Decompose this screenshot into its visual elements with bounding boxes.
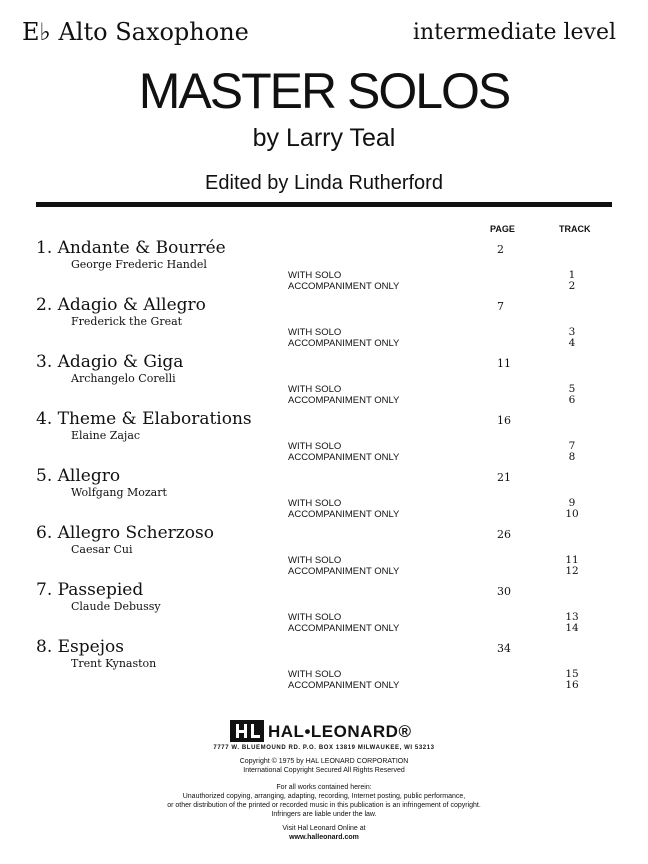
difficulty-level: intermediate level (412, 20, 616, 45)
track-accompaniment: 8 (568, 451, 576, 463)
entry-composer: Claude Debussy (71, 600, 161, 613)
entry-title: 2. Adagio & Allegro (36, 295, 206, 315)
track-with-solo: 11 (565, 554, 579, 566)
entry-composer: Archangelo Corelli (71, 372, 176, 385)
track-with-solo: 15 (565, 668, 579, 680)
entry-composer: Wolfgang Mozart (71, 486, 167, 499)
track-with-solo: 5 (568, 383, 576, 395)
track-accompaniment: 16 (565, 679, 579, 691)
accompaniment-label: ACCOMPANIMENT ONLY (288, 338, 400, 349)
with-solo-label: WITH SOLO (288, 441, 342, 452)
website-url: www.halleonard.com (289, 834, 359, 841)
entry-title: 1. Andante & Bourrée (36, 238, 226, 258)
entry-composer: Caesar Cui (71, 543, 133, 556)
entry-composer: Trent Kynaston (71, 657, 157, 670)
entry-page: 16 (497, 414, 511, 427)
entry-page: 30 (497, 585, 511, 598)
track-with-solo: 1 (568, 269, 576, 281)
title-divider (36, 202, 612, 207)
entry-page: 34 (497, 642, 511, 655)
entry-title: 4. Theme & Elaborations (36, 409, 252, 429)
entry-composer: Frederick the Great (71, 315, 183, 328)
entry-composer: Elaine Zajac (71, 429, 141, 442)
publisher-address: 7777 W. BLUEMOUND RD. P.O. BOX 13819 MILWAUKEE, WI 53213 (213, 745, 435, 751)
entry-page: 11 (497, 357, 511, 370)
accompaniment-label: ACCOMPANIMENT ONLY (288, 623, 400, 634)
track-with-solo: 7 (568, 440, 576, 452)
accompaniment-label: ACCOMPANIMENT ONLY (288, 680, 400, 691)
track-with-solo: 9 (568, 497, 576, 509)
track-accompaniment: 2 (568, 280, 576, 292)
accompaniment-label: ACCOMPANIMENT ONLY (288, 281, 400, 292)
with-solo-label: WITH SOLO (288, 669, 342, 680)
entry-page: 26 (497, 528, 511, 541)
notice-line-3: Infringers are liable under the law. (271, 811, 377, 818)
notice-intro: For all works contained herein: (276, 784, 372, 791)
entry-composer: George Frederic Handel (71, 258, 207, 271)
entry-title: 3. Adagio & Giga (36, 352, 184, 372)
book-title: MASTER SOLOS (138, 63, 510, 119)
track-with-solo: 13 (565, 611, 579, 623)
with-solo-label: WITH SOLO (288, 270, 342, 281)
accompaniment-label: ACCOMPANIMENT ONLY (288, 395, 400, 406)
with-solo-label: WITH SOLO (288, 384, 342, 395)
copyright-line: Copyright © 1975 by HAL LEONARD CORPORATION (239, 758, 409, 765)
with-solo-label: WITH SOLO (288, 327, 342, 338)
track-column-header: TRACK (559, 224, 591, 234)
rights-line: International Copyright Secured All Rights Reserved (243, 767, 405, 774)
entry-title: 5. Allegro (36, 466, 121, 486)
entry-title: 8. Espejos (36, 637, 124, 657)
entry-page: 21 (497, 471, 511, 484)
notice-line-1: Unauthorized copying, arranging, adapting, recording, Internet posting, public performance, (182, 793, 466, 800)
with-solo-label: WITH SOLO (288, 498, 342, 509)
logo-text: HAL•LEONARD® (268, 722, 412, 741)
hal-leonard-logo (230, 720, 420, 742)
author-byline: by Larry Teal (252, 124, 396, 152)
accompaniment-label: ACCOMPANIMENT ONLY (288, 509, 400, 520)
page-column-header: PAGE (490, 224, 515, 234)
track-accompaniment: 6 (568, 394, 576, 406)
track-with-solo: 3 (568, 326, 576, 338)
track-accompaniment: 10 (565, 508, 579, 520)
editor-credit: Edited by Linda Rutherford (205, 172, 443, 194)
accompaniment-label: ACCOMPANIMENT ONLY (288, 452, 400, 463)
instrument-name: E♭ Alto Saxophone (22, 18, 249, 46)
track-accompaniment: 12 (565, 565, 579, 577)
logo-mark-icon (230, 720, 264, 742)
entry-title: 6. Allegro Scherzoso (36, 523, 214, 543)
accompaniment-label: ACCOMPANIMENT ONLY (288, 566, 400, 577)
entry-title: 7. Passepied (36, 580, 144, 600)
with-solo-label: WITH SOLO (288, 555, 342, 566)
visit-line: Visit Hal Leonard Online at (282, 825, 366, 832)
entry-page: 7 (497, 300, 504, 313)
track-accompaniment: 14 (565, 622, 579, 634)
with-solo-label: WITH SOLO (288, 612, 342, 623)
track-accompaniment: 4 (568, 337, 576, 349)
entry-page: 2 (497, 243, 504, 256)
notice-line-2: or other distribution of the printed or recorded music in this publication is an infringement of copyright. (167, 802, 481, 809)
